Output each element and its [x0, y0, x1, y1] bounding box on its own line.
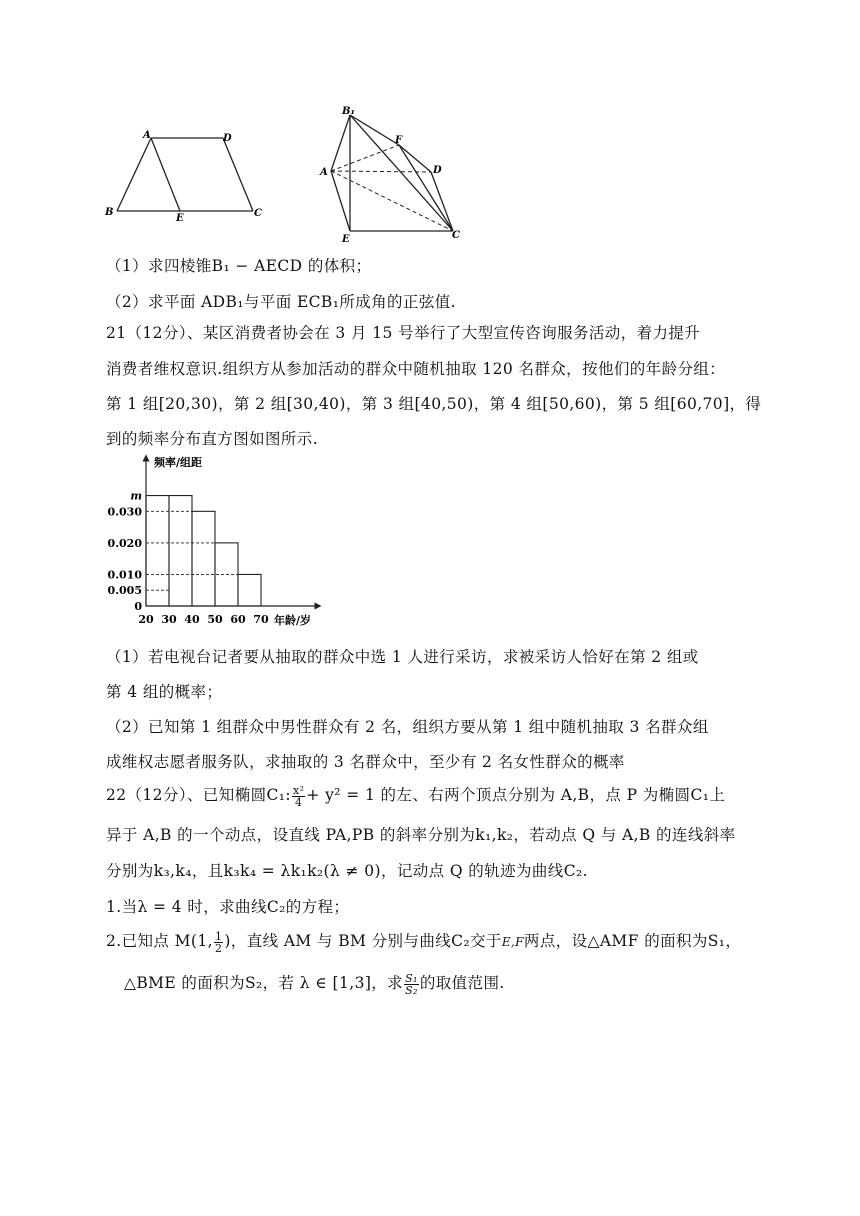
fraction-denominator: 4	[295, 795, 303, 809]
q22-part2	[106, 930, 766, 954]
x-tick-label: 20	[138, 613, 154, 626]
x-tick-label: 40	[184, 613, 200, 626]
s-frac-den: S₂	[405, 983, 418, 997]
m-fraction	[214, 931, 223, 954]
q22-line3: 分别为k₃,k₄，且k₃k₄ = λk₁k₂(λ ≠ 0)，记动点 Q 的轨迹为曲线C₂.	[106, 862, 588, 880]
q21-sub1-line2: 第 4 组的概率；	[106, 683, 223, 701]
label-B: B	[105, 207, 114, 218]
q22-part3-b: 的取值范围.	[419, 974, 505, 992]
q21-line1: 21（12分）、某区消费者协会在 3 月 15 号举行了大型宣传咨询服务活动，着力提升	[106, 324, 701, 342]
q22-part2-c: 两点，设△AMF 的面积为S₁，	[523, 932, 742, 950]
histogram-bar	[146, 496, 169, 606]
fraction-numerator: x²	[293, 783, 305, 797]
y-tick-label: 0.005	[107, 584, 142, 598]
s-frac-num: S₁	[405, 971, 418, 985]
x-tick-label: 70	[253, 613, 269, 626]
q22-part2-b: )，直线 AM 与 BM 分别与曲线C₂交于	[224, 932, 502, 950]
q21-sub2-line2: 成维权志愿者服务队，求抽取的 3 名群众中，至少有 2 名女性群众的概率	[106, 753, 625, 771]
m-frac-num: 1	[214, 929, 223, 943]
q22-part3-a: △BME 的面积为S₂，若 λ ∈ [1,3]，求	[124, 974, 404, 992]
trapezoid-figure	[100, 128, 270, 226]
q21-line4: 到的频率分布直方图如图所示.	[106, 430, 319, 448]
label-F: F	[395, 135, 403, 146]
label-E: E	[176, 213, 184, 224]
label-C2: C	[452, 230, 460, 241]
y-tick-label: m	[130, 489, 142, 503]
x-tick-label: 50	[207, 613, 223, 626]
histogram-bar	[238, 574, 261, 606]
histogram-bar	[192, 511, 215, 606]
q21-sub2-line1: （2）已知第 1 组群众中男性群众有 2 名，组织方要从第 1 组中随机抽取 3 名群众组	[106, 718, 709, 736]
q21-line2: 消费者维权意识.组织方从参加活动的群众中随机抽取 120 名群众，按他们的年龄分组：	[106, 360, 726, 378]
q20-sub2: （2）求平面 ADB₁与平面 ECB₁所成角的正弦值.	[106, 293, 456, 311]
label-A2: A	[320, 167, 328, 178]
label-D2: D	[433, 165, 442, 176]
label-C: C	[254, 208, 262, 219]
x-axis-label: 年龄/岁	[274, 614, 312, 627]
q22-part1: 1.当λ = 4 时，求曲线C₂的方程；	[106, 898, 350, 916]
histogram-bar	[169, 496, 192, 606]
q21-line3: 第 1 组[20,30)，第 2 组[30,40)，第 3 组[40,50)，第 4 组[50,60)，第 5 组[60,70]，得	[106, 395, 762, 413]
q22-line2: 异于 A,B 的一个动点，设直线 PA,PB 的斜率分别为k₁,k₂，若动点 Q 与 A,B 的连线斜率	[106, 826, 736, 844]
q22-line1	[106, 784, 766, 808]
q22-ef: E,F	[501, 935, 524, 949]
y-tick-label: 0	[134, 600, 142, 613]
q22-part3	[124, 972, 784, 996]
pyramid-figure	[315, 104, 475, 244]
frequency-histogram	[100, 452, 330, 632]
q21-sub1-line1: （1）若电视台记者要从抽取的群众中选 1 人进行采访，求被采访人恰好在第 2 组或	[106, 648, 699, 666]
m-frac-den: 2	[214, 941, 223, 955]
q22-part2-a: 2.已知点 M(1,	[106, 932, 213, 950]
x-tick-label: 60	[230, 613, 246, 626]
label-A: A	[143, 130, 151, 141]
q22-line1-b: + y² = 1 的左、右两个顶点分别为 A,B，点 P 为椭圆C₁上	[306, 786, 726, 804]
q22-line1-a: 22（12分）、已知椭圆C₁:	[106, 786, 291, 804]
x-tick-label: 30	[161, 613, 177, 626]
y-tick-label: 0.020	[107, 536, 142, 550]
s-fraction	[404, 973, 419, 996]
y-axis-label: 频率/组距	[154, 456, 203, 469]
label-B1: B₁	[342, 106, 355, 117]
y-tick-label: 0.030	[107, 505, 142, 519]
label-D: D	[223, 133, 232, 144]
y-tick-label: 0.010	[107, 568, 142, 582]
ellipse-fraction	[292, 785, 305, 808]
q20-sub1: （1）求四棱锥B₁ − AECD 的体积；	[106, 257, 372, 275]
label-E2: E	[342, 234, 350, 244]
